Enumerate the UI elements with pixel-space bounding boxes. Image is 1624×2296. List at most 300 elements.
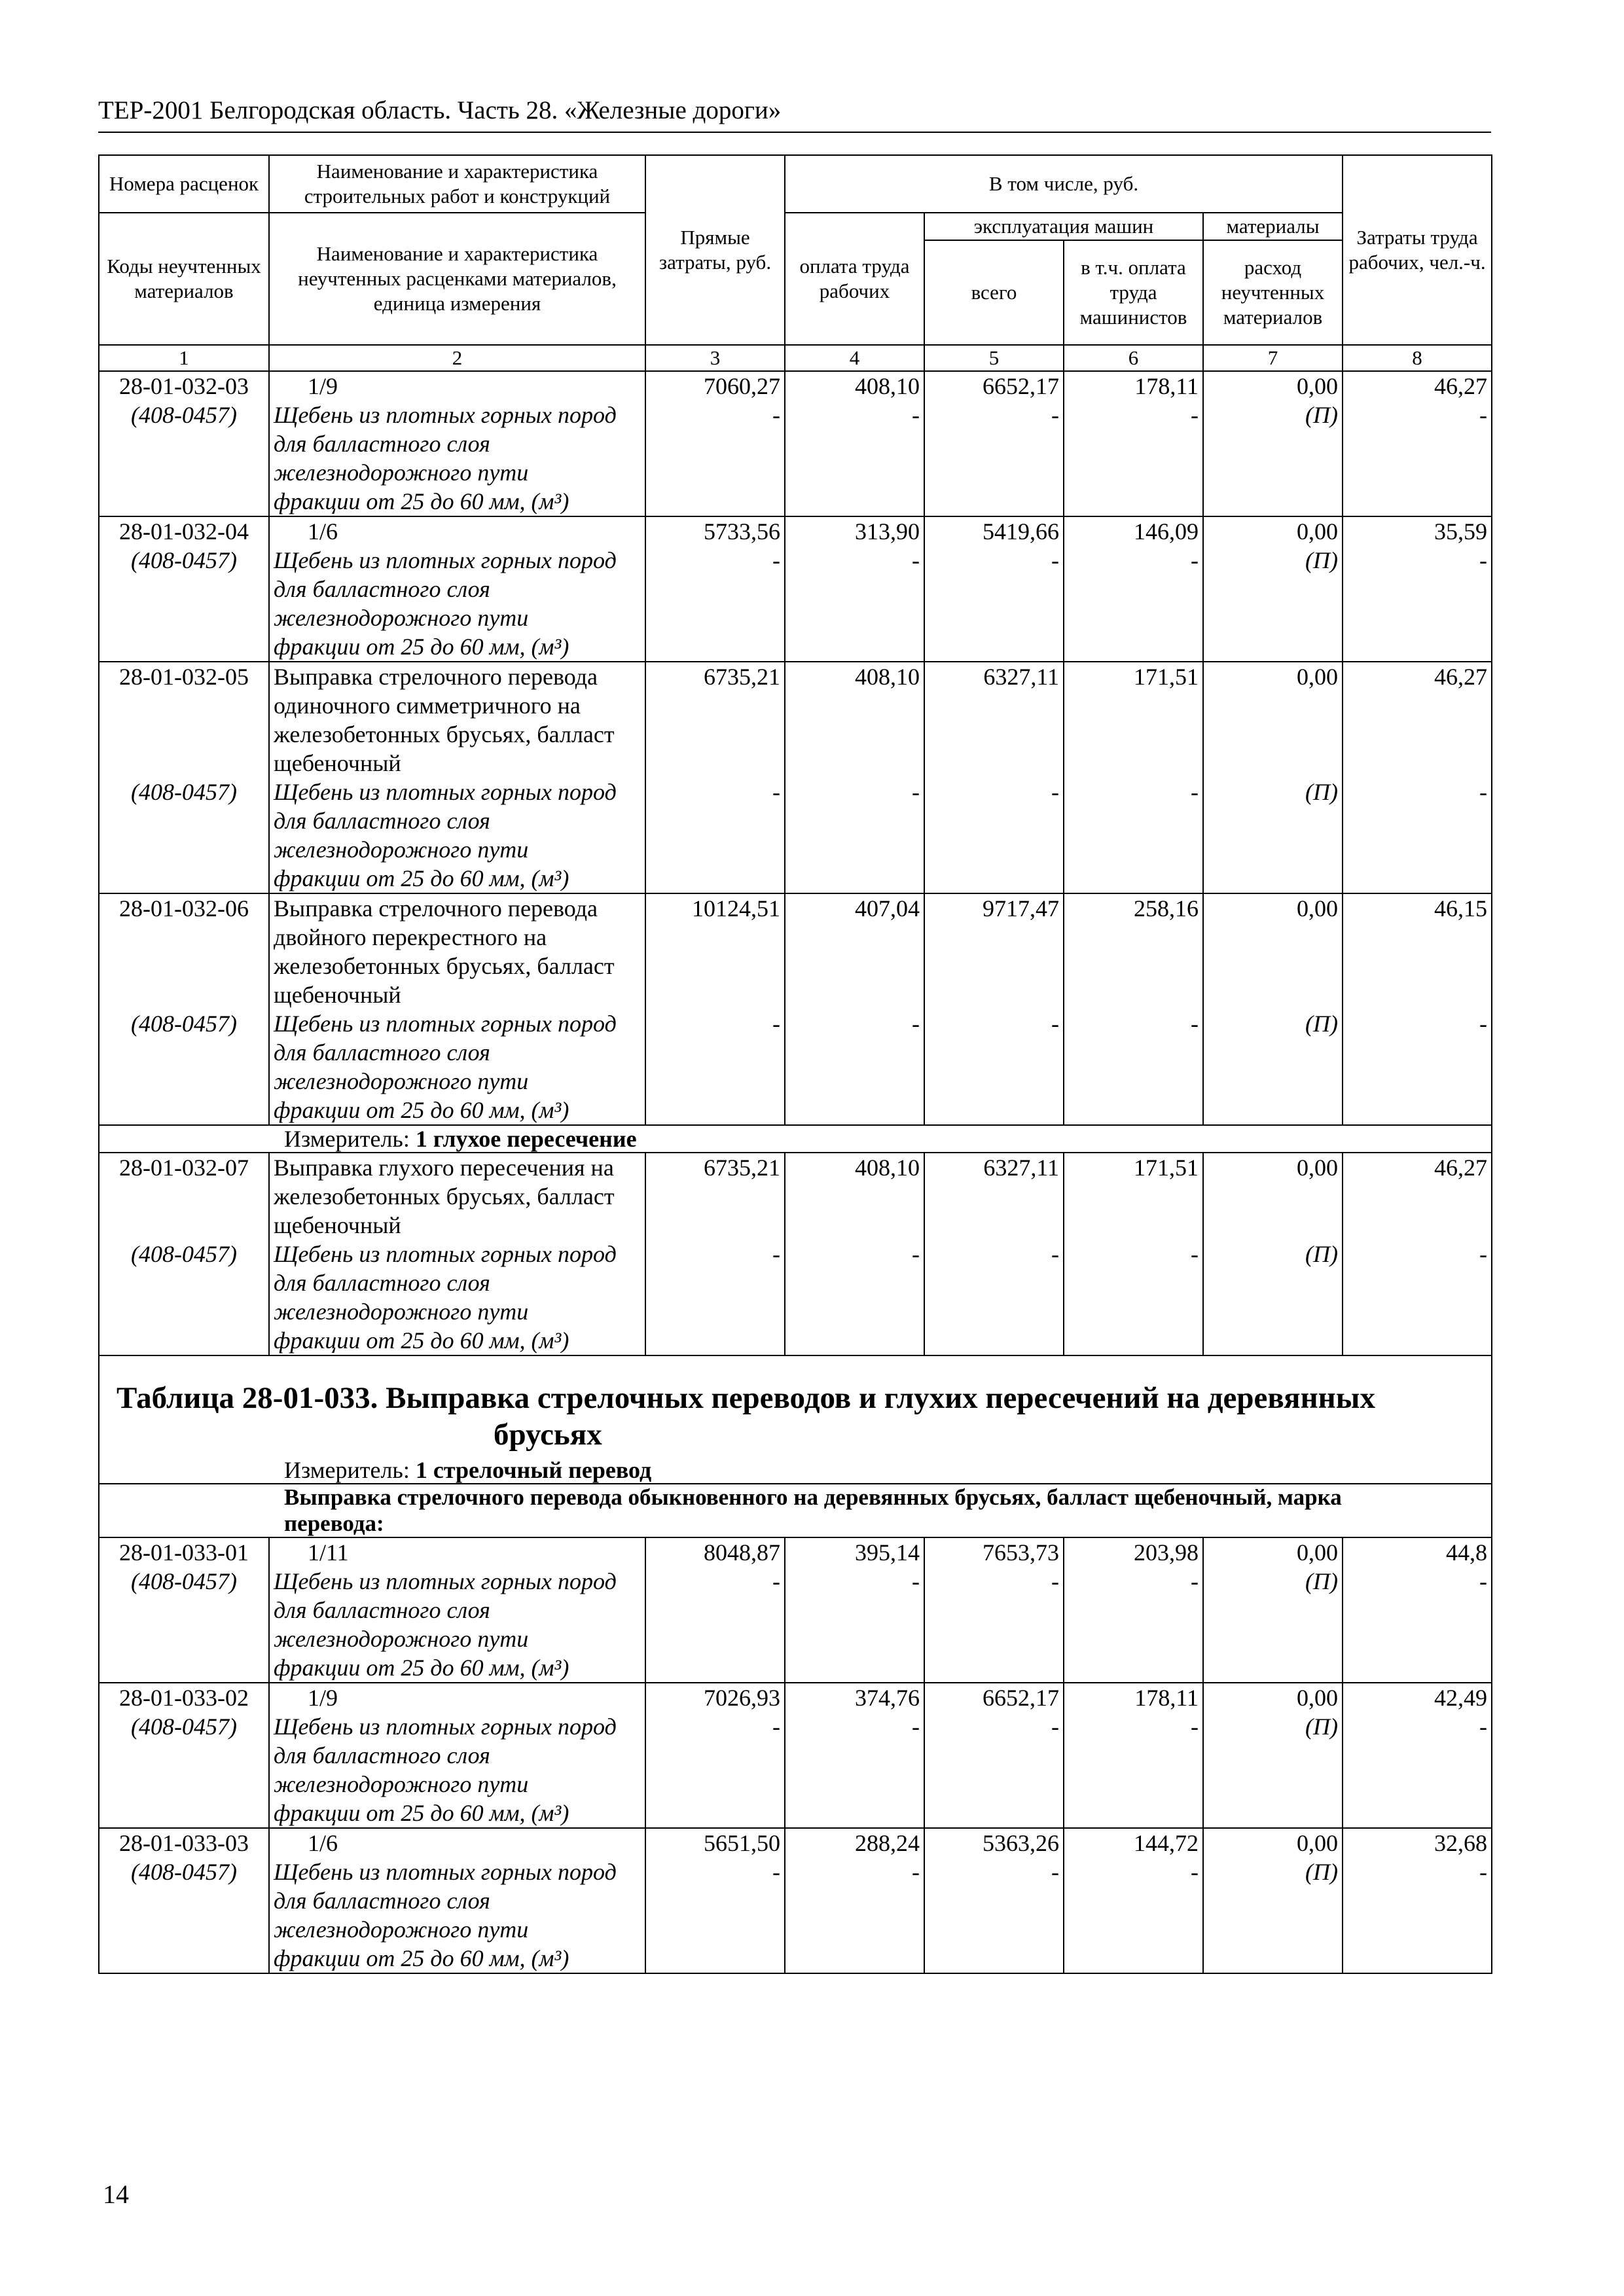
machinists-wages-cell xyxy=(1064,1683,1203,1828)
header-name: Наименование и характеристика строительных работ и конструкций xyxy=(269,155,645,213)
wages-value: 408,10 xyxy=(855,1155,920,1181)
blank-line xyxy=(650,1211,780,1240)
blank-line xyxy=(1068,952,1199,980)
direct-cost-value: 10124,51 xyxy=(692,895,780,922)
blank-line xyxy=(929,749,1059,778)
blank-line xyxy=(1208,1211,1338,1240)
material-name-line: для балластного слоя xyxy=(274,1270,490,1296)
header-codes: Коды неучтенных материалов xyxy=(99,213,269,345)
rate-name-cell xyxy=(269,1683,645,1828)
rate-code: 28-01-032-06 xyxy=(119,895,249,922)
materials-cell xyxy=(1203,893,1343,1125)
materials-value: 0,00 xyxy=(1297,373,1339,399)
material-name-line: фракции от 25 до 60 мм, (м³) xyxy=(274,865,569,891)
blank-line xyxy=(650,749,780,778)
blank-line xyxy=(1208,749,1338,778)
blank-line xyxy=(103,1182,264,1211)
blank-line xyxy=(103,1211,264,1240)
materials-value: 0,00 xyxy=(1297,518,1339,545)
rate-name-line: щебеночный xyxy=(274,1212,401,1238)
material-name-line: для балластного слоя xyxy=(274,1039,490,1066)
material-name-line: Щебень из плотных горных пород xyxy=(274,402,617,428)
blank-line xyxy=(650,980,780,1009)
material-dash: - xyxy=(772,1241,780,1267)
blank-line xyxy=(1347,952,1487,980)
rate-name-line: двойного перекрестного на xyxy=(274,924,547,950)
rate-name-line: 1/9 xyxy=(308,1685,338,1711)
section-heading-row-cell xyxy=(99,1484,1492,1537)
rate-name-line: 1/9 xyxy=(308,373,338,399)
rate-code-cell xyxy=(99,1153,269,1355)
material-name-line: фракции от 25 до 60 мм, (м³) xyxy=(274,1327,569,1354)
labor-value: 46,15 xyxy=(1434,895,1488,922)
material-name-line: Щебень из плотных горных пород xyxy=(274,1859,617,1885)
measure-text xyxy=(103,1126,1487,1152)
blank-line xyxy=(1347,691,1487,720)
labor-value: 35,59 xyxy=(1434,518,1488,545)
header-machines: эксплуатация машин xyxy=(924,213,1203,240)
blank-line xyxy=(103,952,264,980)
blank-line xyxy=(789,720,920,749)
rate-name-line: железобетонных брусьях, балласт xyxy=(274,1183,615,1210)
material-dash: - xyxy=(772,1859,780,1885)
machines-total-value: 6652,17 xyxy=(983,1685,1059,1711)
measure-row xyxy=(99,1125,1492,1153)
rate-code-cell xyxy=(99,1537,269,1683)
wages-cell xyxy=(785,516,924,662)
blank-line xyxy=(789,1182,920,1211)
blank-line xyxy=(929,1182,1059,1211)
material-dash: - xyxy=(1479,1713,1488,1740)
direct-cost-value: 7060,27 xyxy=(704,373,780,399)
machines-total-cell xyxy=(924,371,1064,516)
material-dash: - xyxy=(1191,1713,1199,1740)
labor-cell xyxy=(1343,662,1492,893)
rate-code: 28-01-032-03 xyxy=(119,373,249,399)
blank-line xyxy=(1208,952,1338,980)
machinists-wages-value: 144,72 xyxy=(1134,1830,1199,1856)
blank-line xyxy=(789,691,920,720)
direct-cost-cell xyxy=(645,1683,785,1828)
blank-line xyxy=(103,980,264,1009)
table-row xyxy=(99,1537,1492,1683)
direct-cost-cell xyxy=(645,516,785,662)
table-measure xyxy=(103,1457,1487,1483)
machines-total-cell xyxy=(924,1537,1064,1683)
material-dash: - xyxy=(1191,1859,1199,1885)
measure-prefix: Измеритель: xyxy=(284,1457,416,1483)
material-dash: - xyxy=(1479,1859,1488,1885)
machinists-wages-value: 146,09 xyxy=(1134,518,1199,545)
blank-line xyxy=(1068,720,1199,749)
materials-value: 0,00 xyxy=(1297,1685,1339,1711)
rate-code-cell xyxy=(99,1828,269,1973)
blank-line xyxy=(1068,749,1199,778)
material-dash: - xyxy=(1479,547,1488,573)
material-dash: - xyxy=(912,547,920,573)
labor-cell xyxy=(1343,516,1492,662)
labor-cell xyxy=(1343,893,1492,1125)
labor-value: 44,8 xyxy=(1446,1539,1488,1566)
material-dash: - xyxy=(1191,1241,1199,1267)
blank-line xyxy=(1068,1211,1199,1240)
blank-line xyxy=(1208,980,1338,1009)
materials-cell xyxy=(1203,516,1343,662)
blank-line xyxy=(1208,691,1338,720)
material-unit: (П) xyxy=(1305,1568,1339,1594)
material-dash: - xyxy=(1191,779,1199,805)
labor-value: 42,49 xyxy=(1434,1685,1488,1711)
material-name-line: фракции от 25 до 60 мм, (м³) xyxy=(274,1945,569,1971)
material-dash: - xyxy=(1479,402,1488,428)
header-including: В том числе, руб. xyxy=(785,155,1343,213)
machinists-wages-value: 203,98 xyxy=(1134,1539,1199,1566)
material-name-line: для балластного слоя xyxy=(274,1597,490,1623)
blank-line xyxy=(789,952,920,980)
measure-value: 1 глухое пересечение xyxy=(415,1126,637,1152)
direct-cost-cell xyxy=(645,1537,785,1683)
machinists-wages-value: 178,11 xyxy=(1134,1685,1199,1711)
material-dash: - xyxy=(1051,779,1059,805)
blank-line xyxy=(1347,720,1487,749)
material-code: (408-0457) xyxy=(131,547,237,573)
material-name-line: железнодорожного пути xyxy=(274,1626,529,1652)
column-number: 8 xyxy=(1343,345,1492,371)
materials-value: 0,00 xyxy=(1297,664,1339,690)
table-row xyxy=(99,371,1492,516)
material-name-line: Щебень из плотных горных пород xyxy=(274,547,617,573)
rate-name-line: Выправка глухого пересечения на xyxy=(274,1155,614,1181)
table-row xyxy=(99,516,1492,662)
material-name-line: железнодорожного пути xyxy=(274,459,529,486)
header-rule xyxy=(98,132,1491,133)
labor-cell xyxy=(1343,1153,1492,1355)
header-numbers: Номера расценок xyxy=(99,155,269,213)
labor-value: 46,27 xyxy=(1434,1155,1488,1181)
blank-line xyxy=(1208,720,1338,749)
page-number: 14 xyxy=(103,2179,129,2209)
rate-name-line: одиночного симметричного на xyxy=(274,692,581,719)
rate-name-line: железобетонных брусьях, балласт xyxy=(274,721,615,747)
table-title xyxy=(103,1356,1487,1453)
materials-cell xyxy=(1203,1537,1343,1683)
rate-code: 28-01-032-04 xyxy=(119,518,249,545)
material-code: (408-0457) xyxy=(131,1011,237,1037)
materials-value: 0,00 xyxy=(1297,1830,1339,1856)
material-name-line: железнодорожного пути xyxy=(274,1916,529,1943)
column-number: 4 xyxy=(785,345,924,371)
material-name-line: железнодорожного пути xyxy=(274,1771,529,1797)
machines-total-cell xyxy=(924,1683,1064,1828)
machinists-wages-cell xyxy=(1064,516,1203,662)
labor-value: 46,27 xyxy=(1434,373,1488,399)
rate-code-cell xyxy=(99,893,269,1125)
machinists-wages-cell xyxy=(1064,1153,1203,1355)
direct-cost-cell xyxy=(645,662,785,893)
rate-name-cell xyxy=(269,1828,645,1973)
material-name-line: фракции от 25 до 60 мм, (м³) xyxy=(274,634,569,660)
materials-value: 0,00 xyxy=(1297,895,1339,922)
material-unit: (П) xyxy=(1305,1859,1339,1885)
machines-total-value: 6327,11 xyxy=(983,664,1059,690)
machinists-wages-cell xyxy=(1064,1828,1203,1973)
direct-cost-value: 6735,21 xyxy=(704,664,780,690)
wages-cell xyxy=(785,1153,924,1355)
blank-line xyxy=(1347,749,1487,778)
blank-line xyxy=(789,923,920,952)
column-number: 5 xyxy=(924,345,1064,371)
direct-cost-value: 6735,21 xyxy=(704,1155,780,1181)
material-name-line: для балластного слоя xyxy=(274,576,490,602)
direct-cost-value: 7026,93 xyxy=(704,1685,780,1711)
material-dash: - xyxy=(912,1568,920,1594)
rate-name-line: щебеночный xyxy=(274,982,401,1008)
rate-code: 28-01-033-02 xyxy=(119,1685,249,1711)
header-wages: оплата труда рабочих xyxy=(785,213,924,345)
column-number: 7 xyxy=(1203,345,1343,371)
material-dash: - xyxy=(1479,779,1488,805)
rate-code: 28-01-032-07 xyxy=(119,1155,249,1181)
material-name-line: фракции от 25 до 60 мм, (м³) xyxy=(274,1655,569,1681)
material-unit: (П) xyxy=(1305,547,1339,573)
machines-total-cell xyxy=(924,662,1064,893)
material-name-line: фракции от 25 до 60 мм, (м³) xyxy=(274,1097,569,1123)
material-dash: - xyxy=(1051,547,1059,573)
rate-name-cell xyxy=(269,662,645,893)
material-dash: - xyxy=(1051,1011,1059,1037)
material-name-line: Щебень из плотных горных пород xyxy=(274,1241,617,1267)
blank-line xyxy=(789,749,920,778)
machines-total-value: 5363,26 xyxy=(983,1830,1059,1856)
machines-total-value: 7653,73 xyxy=(983,1539,1059,1566)
machinists-wages-cell xyxy=(1064,662,1203,893)
blank-line xyxy=(1068,923,1199,952)
machines-total-value: 6327,11 xyxy=(983,1155,1059,1181)
machinists-wages-value: 171,51 xyxy=(1134,664,1199,690)
rate-code: 28-01-032-05 xyxy=(119,664,249,690)
material-dash: - xyxy=(912,1241,920,1267)
labor-cell xyxy=(1343,1828,1492,1973)
direct-cost-cell xyxy=(645,371,785,516)
machines-total-cell xyxy=(924,893,1064,1125)
rate-name-line: 1/6 xyxy=(308,518,338,545)
direct-cost-value: 5733,56 xyxy=(704,518,780,545)
rate-code: 28-01-033-03 xyxy=(119,1830,249,1856)
rate-name-line: Выправка стрелочного перевода xyxy=(274,664,598,690)
header-machines-total: всего xyxy=(924,240,1064,345)
rates-table xyxy=(98,154,1492,1974)
wages-value: 407,04 xyxy=(855,895,920,922)
blank-line xyxy=(103,749,264,778)
wages-cell xyxy=(785,1828,924,1973)
header-materials: материалы xyxy=(1203,213,1343,240)
blank-line xyxy=(929,720,1059,749)
rate-code: 28-01-033-01 xyxy=(119,1539,249,1566)
blank-line xyxy=(1208,923,1338,952)
rate-name-line: щебеночный xyxy=(274,750,401,776)
labor-value: 46,27 xyxy=(1434,664,1488,690)
rate-name-cell xyxy=(269,516,645,662)
column-number: 6 xyxy=(1064,345,1203,371)
materials-cell xyxy=(1203,1683,1343,1828)
blank-line xyxy=(650,952,780,980)
material-unit: (П) xyxy=(1305,402,1339,428)
material-dash: - xyxy=(1191,402,1199,428)
machinists-wages-cell xyxy=(1064,893,1203,1125)
material-dash: - xyxy=(1051,1568,1059,1594)
material-dash: - xyxy=(1191,1011,1199,1037)
material-dash: - xyxy=(772,1011,780,1037)
wages-cell xyxy=(785,662,924,893)
material-dash: - xyxy=(772,1568,780,1594)
direct-cost-cell xyxy=(645,893,785,1125)
material-dash: - xyxy=(1479,1568,1488,1594)
machines-total-value: 6652,17 xyxy=(983,373,1059,399)
column-number: 1 xyxy=(99,345,269,371)
material-name-line: для балластного слоя xyxy=(274,1888,490,1914)
rate-name-line: 1/6 xyxy=(308,1830,338,1856)
rate-name-line: Выправка стрелочного перевода xyxy=(274,895,598,922)
material-dash: - xyxy=(912,402,920,428)
material-name-line: железнодорожного пути xyxy=(274,605,529,631)
blank-line xyxy=(1347,980,1487,1009)
material-code: (408-0457) xyxy=(131,402,237,428)
machinists-wages-value: 258,16 xyxy=(1134,895,1199,922)
table-row xyxy=(99,893,1492,1125)
wages-value: 313,90 xyxy=(855,518,920,545)
table-row xyxy=(99,1828,1492,1973)
machinists-wages-value: 171,51 xyxy=(1134,1155,1199,1181)
blank-line xyxy=(103,720,264,749)
material-name-line: Щебень из плотных горных пород xyxy=(274,1713,617,1740)
material-dash: - xyxy=(1191,547,1199,573)
rate-code-cell xyxy=(99,662,269,893)
material-code: (408-0457) xyxy=(131,1713,237,1740)
material-code: (408-0457) xyxy=(131,1568,237,1594)
material-dash: - xyxy=(772,779,780,805)
section-heading-line: перевода: xyxy=(284,1511,384,1536)
rate-name-cell xyxy=(269,371,645,516)
column-number: 3 xyxy=(645,345,785,371)
machines-total-cell xyxy=(924,1153,1064,1355)
materials-value: 0,00 xyxy=(1297,1155,1339,1181)
rate-code-cell xyxy=(99,516,269,662)
wages-cell xyxy=(785,1537,924,1683)
blank-line xyxy=(1347,1182,1487,1211)
material-name-line: Щебень из плотных горных пород xyxy=(274,1568,617,1594)
material-name-line: Щебень из плотных горных пород xyxy=(274,779,617,805)
material-dash: - xyxy=(1051,1859,1059,1885)
wages-value: 395,14 xyxy=(855,1539,920,1566)
labor-cell xyxy=(1343,371,1492,516)
blank-line xyxy=(1347,1211,1487,1240)
material-code: (408-0457) xyxy=(131,1859,237,1885)
blank-line xyxy=(1068,1182,1199,1211)
materials-value: 0,00 xyxy=(1297,1539,1339,1566)
material-dash: - xyxy=(1479,1011,1488,1037)
header-materials-name: Наименование и характеристика неучтенных расценками материалов, единица измерения xyxy=(269,213,645,345)
material-dash: - xyxy=(772,1713,780,1740)
material-dash: - xyxy=(912,1011,920,1037)
blank-line xyxy=(1208,1182,1338,1211)
machines-total-cell xyxy=(924,1828,1064,1973)
material-name-line: железнодорожного пути xyxy=(274,836,529,863)
machinists-wages-cell xyxy=(1064,371,1203,516)
wages-cell xyxy=(785,371,924,516)
header-materials-sub: расход неучтенных материалов xyxy=(1203,240,1343,345)
blank-line xyxy=(929,691,1059,720)
blank-line xyxy=(1068,691,1199,720)
wages-value: 288,24 xyxy=(855,1830,920,1856)
direct-cost-value: 5651,50 xyxy=(704,1830,780,1856)
header-labor: Затраты труда рабочих, чел.-ч. xyxy=(1343,155,1492,345)
material-dash: - xyxy=(772,547,780,573)
table-title-line: брусьях xyxy=(494,1418,602,1452)
wages-value: 374,76 xyxy=(855,1685,920,1711)
blank-line xyxy=(103,691,264,720)
material-dash: - xyxy=(1051,402,1059,428)
material-unit: (П) xyxy=(1305,1713,1339,1740)
material-name-line: фракции от 25 до 60 мм, (м³) xyxy=(274,488,569,514)
table-caption-row-cell xyxy=(99,1355,1492,1484)
blank-line xyxy=(1347,923,1487,952)
material-dash: - xyxy=(912,779,920,805)
blank-line xyxy=(1068,980,1199,1009)
machinists-wages-value: 178,11 xyxy=(1134,373,1199,399)
material-unit: (П) xyxy=(1305,779,1339,805)
rate-name-cell xyxy=(269,893,645,1125)
labor-cell xyxy=(1343,1683,1492,1828)
header-machinists-wages: в т.ч. оплата труда машинистов xyxy=(1064,240,1203,345)
material-dash: - xyxy=(1191,1568,1199,1594)
blank-line xyxy=(650,923,780,952)
rate-name-line: 1/11 xyxy=(308,1539,349,1566)
direct-cost-value: 8048,87 xyxy=(704,1539,780,1566)
header-direct-costs: Прямые затраты, руб. xyxy=(645,155,785,345)
material-unit: (П) xyxy=(1305,1011,1339,1037)
blank-line xyxy=(789,1211,920,1240)
blank-line xyxy=(103,923,264,952)
material-dash: - xyxy=(912,1859,920,1885)
blank-line xyxy=(650,1182,780,1211)
blank-line xyxy=(929,923,1059,952)
section-heading xyxy=(103,1484,1487,1537)
rate-code-cell xyxy=(99,1683,269,1828)
materials-cell xyxy=(1203,662,1343,893)
wages-cell xyxy=(785,1683,924,1828)
material-dash: - xyxy=(1051,1713,1059,1740)
blank-line xyxy=(650,691,780,720)
rate-name-cell xyxy=(269,1153,645,1355)
rate-name-cell xyxy=(269,1537,645,1683)
section-heading-line: Выправка стрелочного перевода обыкновенного на деревянных брусьях, балласт щебеночный, марка xyxy=(284,1484,1342,1510)
material-dash: - xyxy=(772,402,780,428)
materials-cell xyxy=(1203,371,1343,516)
material-name-line: для балластного слоя xyxy=(274,1742,490,1768)
blank-line xyxy=(929,952,1059,980)
labor-cell xyxy=(1343,1537,1492,1683)
page-header-title: ТЕР-2001 Белгородская область. Часть 28. «Железные дороги» xyxy=(98,96,782,124)
machinists-wages-cell xyxy=(1064,1537,1203,1683)
material-name-line: фракции от 25 до 60 мм, (м³) xyxy=(274,1800,569,1826)
material-name-line: железнодорожного пути xyxy=(274,1068,529,1094)
direct-cost-cell xyxy=(645,1153,785,1355)
measure-prefix: Измеритель: xyxy=(284,1126,416,1152)
material-dash: - xyxy=(912,1713,920,1740)
material-dash: - xyxy=(1479,1241,1488,1267)
rate-name-line: железобетонных брусьях, балласт xyxy=(274,953,615,979)
material-name-line: железнодорожного пути xyxy=(274,1299,529,1325)
